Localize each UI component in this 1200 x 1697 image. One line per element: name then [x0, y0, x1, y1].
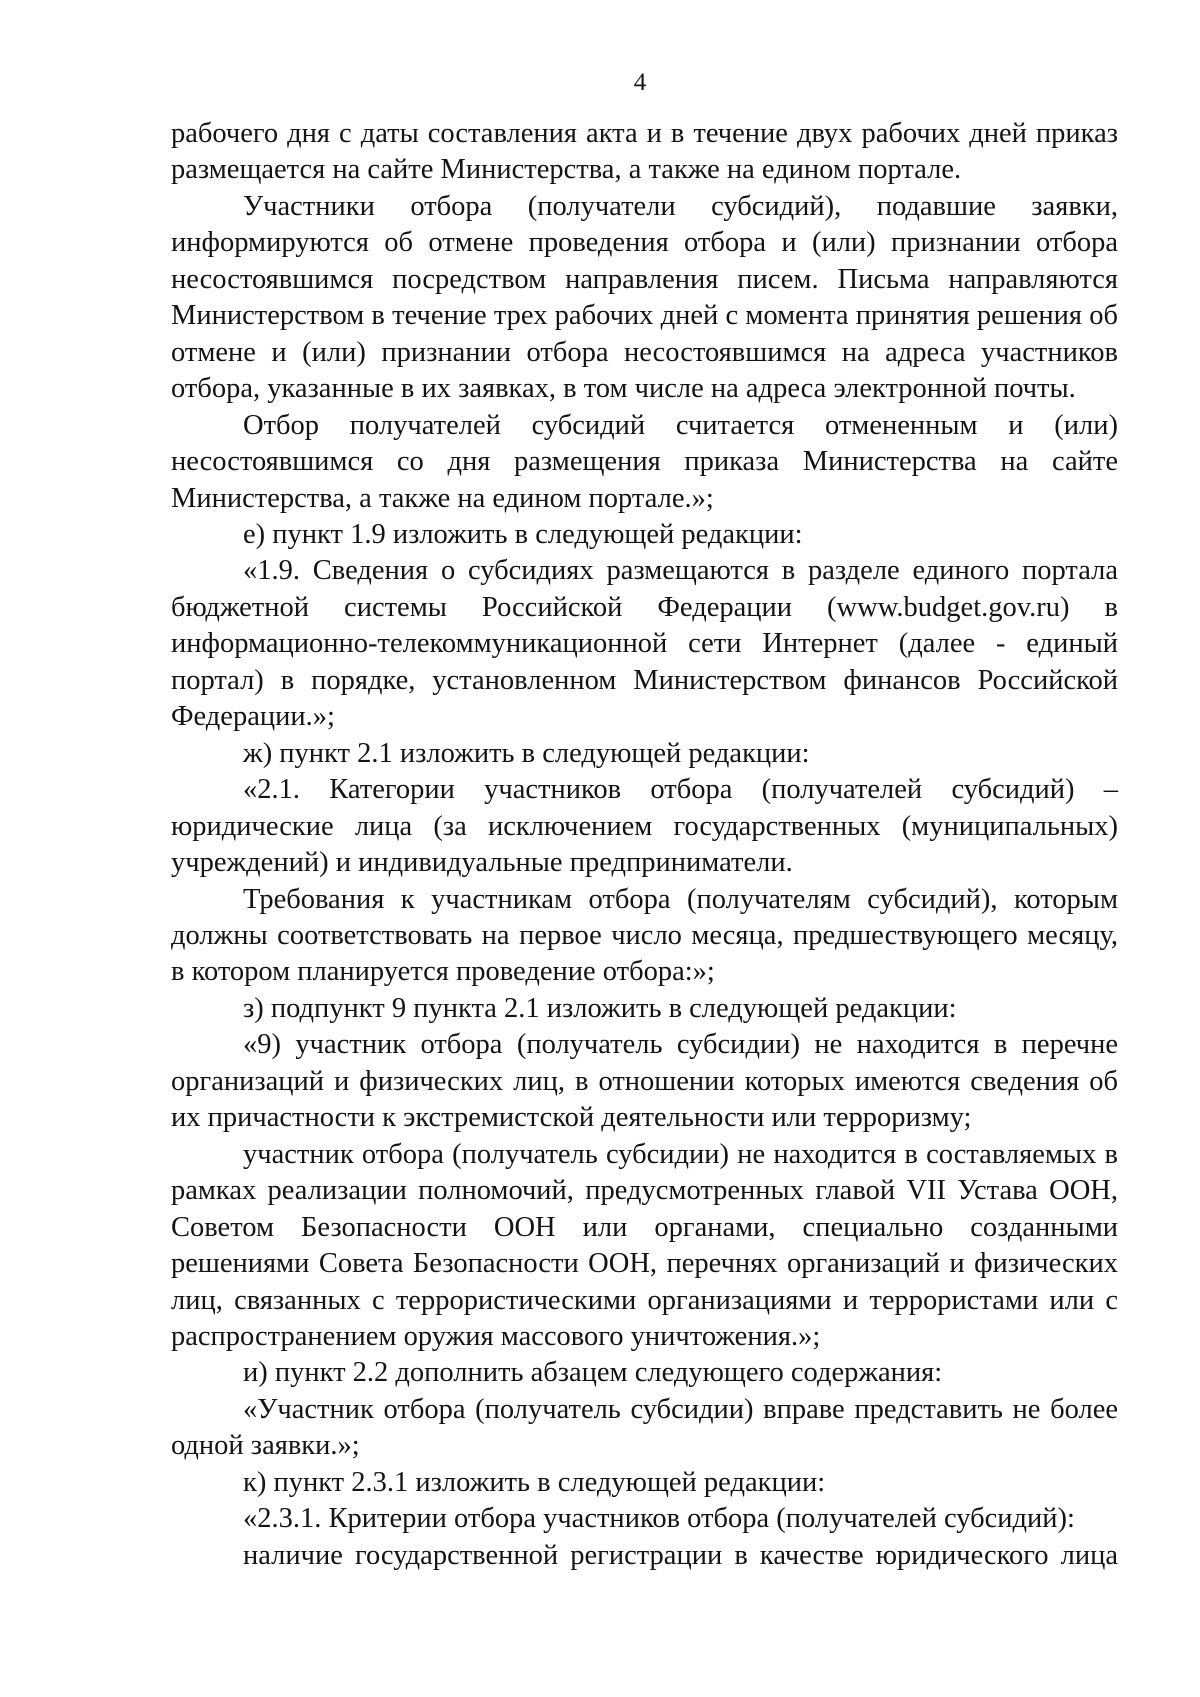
paragraph-participants-notification: Участники отбора (получатели субсидий), подавшие заявки, информируются об отмене проведения отбора и (или) признании отбора несостоявшимся посредством направления писем. Письма направляются Министерством в течение трех рабочих дней с момента принятия решения об отмене и (или) признании отбора несостоявшимся на адреса участников отбора, указанные в их заявках, в том числе на адреса электронной почты.: [171, 190, 1118, 405]
paragraph-amendment-k: к) пункт 2.3.1 изложить в следующей редакции:: [243, 1466, 826, 1498]
paragraph-subclause-9: «9) участник отбора (получатель субсидии) не находится в перечне организаций и физических лиц, в отношении которых имеются сведения об их причастности к экстремистской деятельности или терроризму;: [171, 1029, 1118, 1134]
paragraph-selection-cancelled: Отбор получателей субсидий считается отмененным и (или) несостоявшимся со дня размещения приказа Министерства на сайте Министерства, а также на едином портале.»;: [171, 409, 1118, 514]
paragraph-one-application: «Участник отбора (получатель субсидии) вправе представить не более одной заявки.»;: [171, 1393, 1118, 1462]
paragraph-requirements: Требования к участникам отбора (получателям субсидий), которым должны соответствовать на первое число месяца, предшествующего месяцу, в котором планируется проведение отбора:»;: [171, 883, 1118, 988]
page-number: 4: [633, 69, 647, 96]
paragraph-amendment-e: е) пункт 1.9 изложить в следующей редакции:: [243, 518, 803, 550]
paragraph-amendment-z: з) подпункт 9 пункта 2.1 изложить в следующей редакции:: [243, 992, 957, 1024]
paragraph-un-lists: участник отбора (получатель субсидии) не находится в составляемых в рамках реализации полномочий, предусмотренных главой VII Устава ООН, Советом Безопасности ООН или органами, специально созданными решениями Совета Безопасности ООН, перечнях организаций и физических лиц, связанных с террористическими организациями и террористами или с распространением оружия массового уничтожения.»;: [171, 1138, 1118, 1352]
paragraph-state-registration: наличие государственной регистрации в качестве юридического лица: [243, 1539, 1118, 1571]
paragraph-amendment-zh: ж) пункт 2.1 изложить в следующей редакции:: [243, 737, 810, 769]
paragraph-clause-1-9: «1.9. Сведения о субсидиях размещаются в разделе единого портала бюджетной системы Российской Федерации (www.budget.gov.ru) в информационно-телекоммуникационной сети Интернет (далее - единый портал) в порядке, установленном Министерством финансов Российской Федерации.»;: [171, 555, 1118, 733]
document-body: [171, 116, 1118, 1574]
paragraph-continuation: рабочего дня с даты составления акта и в течение двух рабочих дней приказ размещается на сайте Министерства, а также на едином портале.: [171, 118, 1118, 186]
paragraph-amendment-i: и) пункт 2.2 дополнить абзацем следующего содержания:: [243, 1357, 943, 1389]
paragraph-clause-2-1: «2.1. Категории участников отбора (получателей субсидий) – юридические лица (за исключением государственных (муниципальных) учреждений) и индивидуальные предприниматели.: [171, 774, 1118, 879]
paragraph-clause-2-3-1: «2.3.1. Критерии отбора участников отбора (получателей субсидий):: [243, 1503, 1075, 1535]
